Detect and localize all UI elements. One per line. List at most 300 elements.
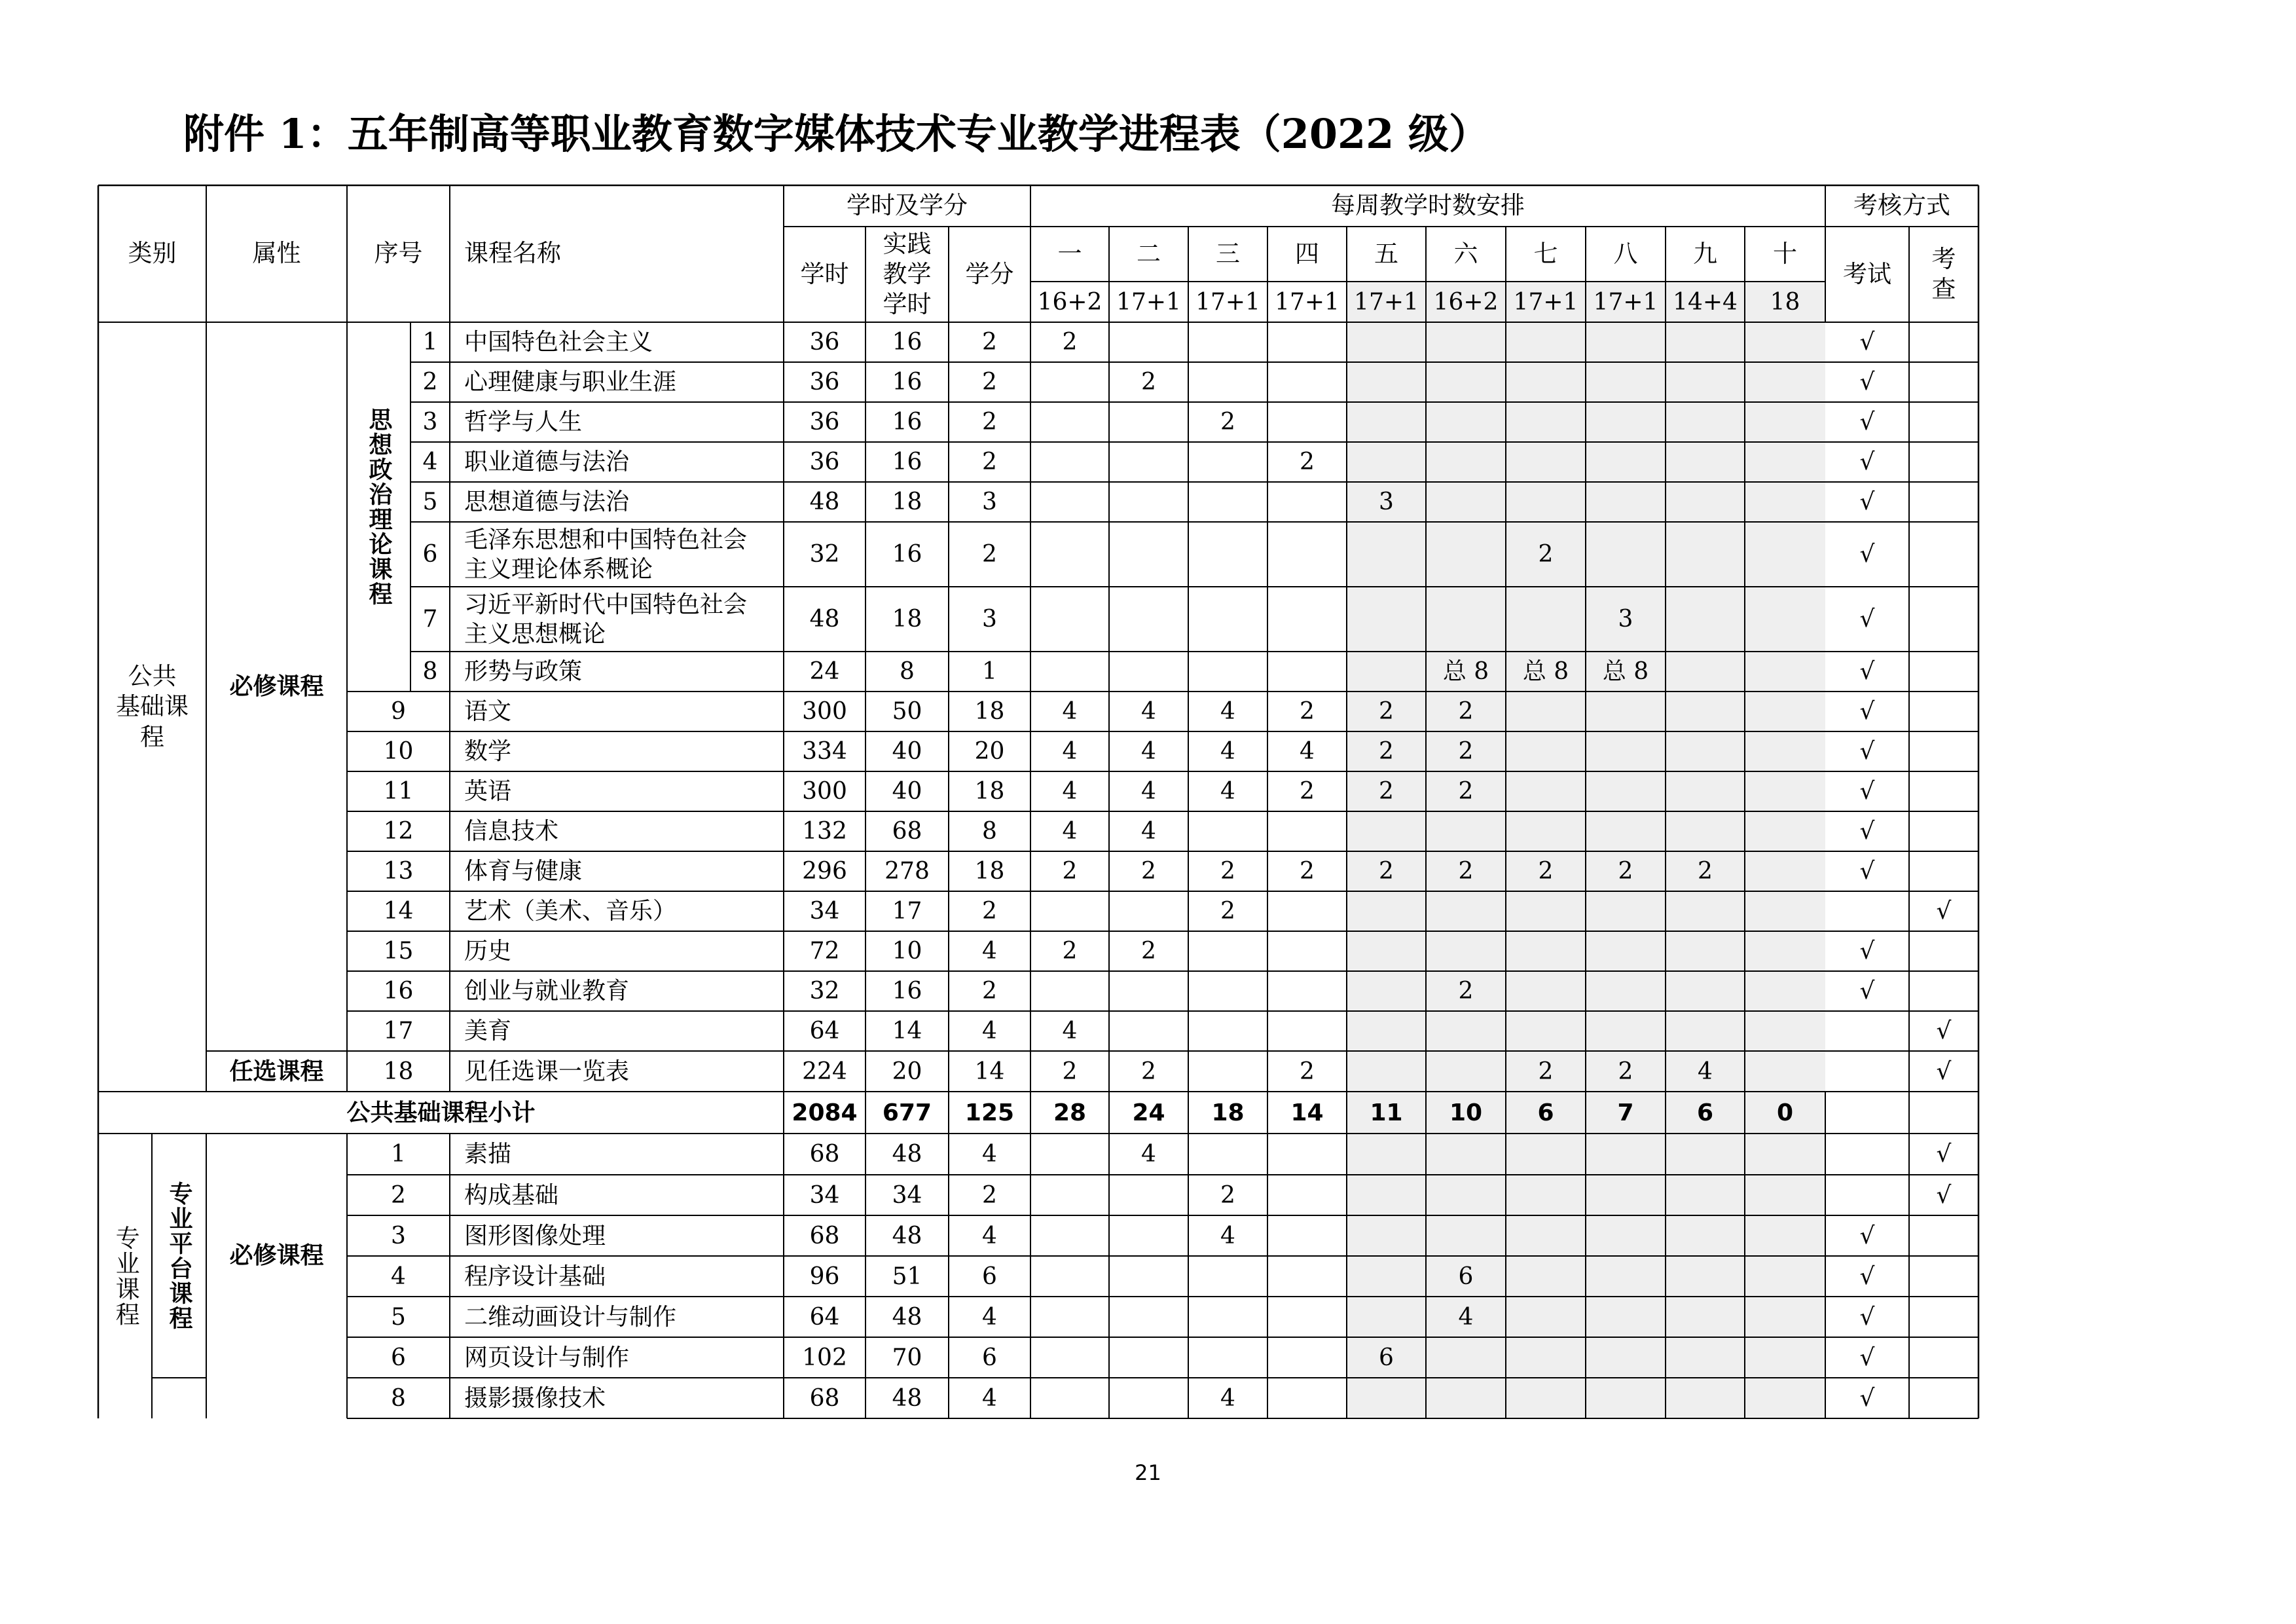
major-row-term-1 [1030,1297,1109,1337]
course-row-term-5 [1347,811,1426,851]
course-row-hours: 36 [809,409,840,435]
course-row-term-8 [1586,322,1666,362]
major-row-no: 5 [391,1303,406,1331]
group-major-required: 必修课程 [229,1242,324,1269]
course-row-practice: 16 [892,369,922,396]
course-row-term-3: 2 [1220,409,1235,435]
course-row-term-7 [1506,971,1586,1011]
course-row-term-3 [1188,587,1267,652]
course-row-hours: 48 [809,489,840,515]
course-row-term-5 [1347,1011,1426,1051]
major-row-credits: 4 [982,1384,997,1412]
course-row-check [1909,362,1978,402]
major-row-term-8 [1586,1378,1666,1418]
major-row-term-10 [1745,1134,1825,1175]
major-row-check [1909,1337,1978,1378]
major-row-no: 3 [391,1222,406,1249]
course-row-name: 习近平新时代中国特色社会 主义思想概论 [464,591,748,648]
course-row-term-2 [1109,971,1188,1011]
subtotal-term-9: 6 [1696,1099,1714,1126]
course-row-no: 7 [422,606,438,633]
subtotal-term-4: 14 [1290,1099,1324,1126]
major-row-term-8 [1586,1175,1666,1215]
major-row-exam: √ [1859,1303,1875,1331]
course-row-exam: √ [1859,738,1875,765]
course-row-check [1909,692,1978,731]
course-row-term-10 [1745,442,1825,482]
course-row-term-9 [1666,402,1745,442]
course-row-term-9 [1666,587,1745,652]
major-row-term-6 [1426,1337,1506,1378]
course-row-exam: √ [1859,858,1875,885]
course-row-term-3 [1188,1051,1267,1092]
course-row-practice: 40 [892,778,922,805]
course-row-credits: 3 [982,489,997,515]
course-row-term-10 [1745,851,1825,891]
course-row-check [1909,322,1978,362]
major-row-credits: 2 [982,1181,997,1209]
course-row-term-7 [1506,891,1586,931]
group-required: 必修课程 [229,673,324,700]
course-row-term-8 [1586,692,1666,731]
course-row-term-10 [1745,891,1825,931]
course-row-name: 语文 [464,698,512,725]
course-row-term-5 [1347,402,1426,442]
course-row-term-2: 2 [1141,938,1156,965]
course-row-term-5 [1347,891,1426,931]
major-row-term-9 [1666,1215,1745,1256]
major-row-term-3 [1188,1337,1267,1378]
course-row-name: 美育 [464,1018,512,1044]
course-row-term-6 [1426,931,1506,971]
major-row-no: 8 [391,1384,406,1412]
course-row-term-7 [1506,771,1586,811]
course-row-check [1909,587,1978,652]
group-public-basic: 公共 基础课 程 [116,662,189,751]
course-row-term-2 [1109,522,1188,587]
course-row-term-9 [1666,811,1745,851]
course-row-term-4 [1267,1011,1347,1051]
course-row-term-10 [1745,362,1825,402]
course-row-term-7 [1506,811,1586,851]
course-row-check [1909,971,1978,1011]
course-row-no: 6 [422,541,438,568]
course-row-term-5: 3 [1379,489,1394,515]
course-row-credits: 18 [974,778,1005,805]
major-row-term-5 [1347,1256,1426,1297]
course-row-term-5 [1347,442,1426,482]
course-row-hours: 36 [809,329,840,356]
major-row-term-3: 4 [1220,1384,1235,1412]
major-row-term-7 [1506,1134,1586,1175]
course-row-no: 18 [383,1058,414,1085]
course-row-exam: √ [1859,449,1875,475]
course-row-no: 17 [383,1018,414,1044]
course-row-hours: 300 [802,778,847,805]
major-row-no: 6 [391,1344,406,1371]
major-row-practice: 34 [892,1181,922,1209]
course-row-no: 5 [422,489,438,515]
course-row-name: 信息技术 [464,818,559,845]
course-row-term-7 [1506,931,1586,971]
course-row-term-2 [1109,322,1188,362]
major-row-check [1909,1378,1978,1418]
course-row-term-1: 4 [1062,818,1078,845]
course-row-exam: √ [1859,489,1875,515]
major-row-term-6 [1426,1134,1506,1175]
major-row-exam: √ [1859,1222,1875,1249]
major-row-term-4 [1267,1175,1347,1215]
major-row-term-7 [1506,1297,1586,1337]
course-row-term-10 [1745,1011,1825,1051]
course-row-term-6 [1426,587,1506,652]
course-row-practice: 16 [892,978,922,1005]
course-row-credits: 18 [974,858,1005,885]
course-row-name: 数学 [464,738,512,765]
major-row-term-2 [1109,1337,1188,1378]
course-row-exam: √ [1859,541,1875,568]
major-row-term-2: 4 [1141,1141,1156,1168]
major-row-credits: 4 [982,1141,997,1168]
course-row-term-2 [1109,482,1188,522]
course-row-check [1909,652,1978,692]
major-row-term-7 [1506,1337,1586,1378]
course-row-term-5 [1347,652,1426,692]
major-row-practice: 48 [892,1384,922,1412]
major-row-term-3 [1188,1134,1267,1175]
course-row-credits: 2 [982,449,997,475]
subtotal-term-5: 11 [1370,1099,1403,1126]
course-row-term-8 [1586,771,1666,811]
course-row-credits: 2 [982,541,997,568]
course-row-credits: 14 [974,1058,1005,1085]
course-row-practice: 17 [892,898,922,925]
course-row-term-2 [1109,891,1188,931]
course-row-term-4 [1267,652,1347,692]
course-row-hours: 224 [802,1058,847,1085]
major-row-hours: 96 [809,1263,840,1290]
course-row-no: 14 [383,898,414,925]
course-row-name: 思想道德与法治 [464,489,630,515]
course-row-term-8 [1586,971,1666,1011]
course-row-credits: 1 [982,658,997,685]
header-term-9: 九 [1693,239,1717,268]
course-row-term-9 [1666,931,1745,971]
course-row-no: 9 [391,698,406,725]
course-row-term-1 [1030,652,1109,692]
course-row-term-9 [1666,522,1745,587]
course-row-term-4: 4 [1300,738,1315,765]
major-row-term-5 [1347,1175,1426,1215]
course-row-term-7 [1506,1011,1586,1051]
course-row-check: √ [1936,1018,1952,1044]
course-row-practice: 18 [892,489,922,515]
course-row-practice: 40 [892,738,922,765]
course-row-name: 哲学与人生 [464,409,583,435]
major-row-no: 4 [391,1263,406,1290]
major-row-hours: 68 [809,1384,840,1412]
course-row-term-5 [1347,587,1426,652]
course-row-term-1 [1030,587,1109,652]
course-row-term-5: 2 [1379,738,1394,765]
course-row-term-3 [1188,811,1267,851]
header-assessment-group: 考核方式 [1853,191,1950,220]
major-row-practice: 48 [892,1303,922,1331]
course-row-hours: 36 [809,449,840,475]
course-row-term-1 [1030,362,1109,402]
course-row-term-1: 4 [1062,698,1078,725]
major-row-credits: 6 [982,1344,997,1371]
course-row-term-6: 2 [1458,698,1474,725]
document-title: 附件 1：五年制高等职业教育数字媒体技术专业教学进程表（2022 级） [183,110,1489,158]
course-row-hours: 334 [802,738,847,765]
header-term-weeks-6: 16+2 [1433,288,1499,316]
course-row-term-9 [1666,771,1745,811]
course-row-exam [1825,891,1909,931]
subtotal-term-3: 18 [1211,1099,1245,1126]
major-row-exam [1825,1175,1909,1215]
course-row-exam: √ [1859,369,1875,396]
course-row-term-4: 2 [1300,449,1315,475]
course-row-credits: 8 [982,818,997,845]
course-row-name: 形势与政策 [464,658,583,685]
course-row-term-10 [1745,1051,1825,1092]
major-row-term-5 [1347,1134,1426,1175]
course-row-term-10 [1745,402,1825,442]
course-row-term-6 [1426,522,1506,587]
course-row-term-3: 2 [1220,898,1235,925]
course-row-term-7: 总 8 [1522,658,1569,685]
course-row-term-9: 2 [1698,858,1713,885]
course-row-term-6 [1426,402,1506,442]
header-category: 类别 [128,239,177,268]
course-row-practice: 18 [892,606,922,633]
subtotal-term-8: 7 [1617,1099,1634,1126]
header-seq: 序号 [374,239,423,268]
course-row-check [1909,482,1978,522]
major-row-credits: 4 [982,1303,997,1331]
header-course-name: 课程名称 [464,239,561,268]
major-row-term-5 [1347,1378,1426,1418]
course-row-term-8: 3 [1618,606,1633,633]
major-row-practice: 70 [892,1344,922,1371]
major-row-check [1909,1297,1978,1337]
course-row-term-1: 2 [1062,858,1078,885]
course-row-check [1909,811,1978,851]
course-row-term-1: 4 [1062,738,1078,765]
header-term-3: 三 [1216,239,1240,268]
header-term-weeks-7: 17+1 [1513,288,1578,316]
course-row-term-9 [1666,731,1745,771]
course-row-term-6 [1426,1051,1506,1092]
major-row-name: 素描 [464,1141,512,1168]
header-term-1: 一 [1057,239,1082,268]
major-row-credits: 6 [982,1263,997,1290]
course-row-practice: 278 [884,858,930,885]
header-term-weeks-10: 18 [1770,288,1800,316]
major-row-term-8 [1586,1256,1666,1297]
course-row-no: 2 [422,369,438,396]
course-row-term-1: 4 [1062,778,1078,805]
major-row-term-1 [1030,1378,1109,1418]
course-row-term-9 [1666,891,1745,931]
major-row-term-5 [1347,1215,1426,1256]
major-row-term-10 [1745,1378,1825,1418]
course-row-name: 职业道德与法治 [464,449,630,475]
header-credits: 学分 [965,259,1014,288]
major-row-name: 网页设计与制作 [464,1344,630,1371]
header-term-8: 八 [1613,239,1638,268]
course-row-term-7: 2 [1538,1058,1554,1085]
major-row-name: 构成基础 [464,1181,559,1209]
course-row-term-6 [1426,811,1506,851]
course-row-hours: 34 [809,898,840,925]
major-row-term-7 [1506,1175,1586,1215]
course-row-term-6 [1426,442,1506,482]
header-hours: 学时 [800,259,849,288]
course-row-exam: √ [1859,698,1875,725]
course-row-check [1909,851,1978,891]
major-row-hours: 68 [809,1222,840,1249]
course-row-no: 11 [383,778,414,805]
course-row-term-3 [1188,482,1267,522]
major-row-term-5: 6 [1379,1344,1394,1371]
course-row-name: 艺术（美术、音乐） [464,898,677,925]
course-row-term-10 [1745,322,1825,362]
major-row-exam: √ [1859,1344,1875,1371]
group-elective: 任选课程 [229,1058,324,1085]
course-row-no: 3 [422,409,438,435]
course-row-term-7: 2 [1538,541,1554,568]
course-row-term-2: 2 [1141,858,1156,885]
course-row-term-2: 4 [1141,778,1156,805]
course-row-check: √ [1936,1058,1952,1085]
course-row-term-10 [1745,652,1825,692]
course-row-term-1 [1030,482,1109,522]
major-row-term-1 [1030,1215,1109,1256]
course-row-hours: 300 [802,698,847,725]
header-term-weeks-4: 17+1 [1275,288,1339,316]
course-row-term-9 [1666,442,1745,482]
major-row-term-6: 4 [1458,1303,1474,1331]
course-row-term-1 [1030,402,1109,442]
course-row-term-3: 4 [1220,698,1235,725]
course-row-term-4 [1267,322,1347,362]
course-row-term-4: 2 [1300,1058,1315,1085]
major-row-term-9 [1666,1256,1745,1297]
major-row-credits: 4 [982,1222,997,1249]
course-row-term-8: 2 [1618,858,1633,885]
course-row-term-8: 总 8 [1602,658,1649,685]
course-row-term-5 [1347,931,1426,971]
course-row-no: 16 [383,978,414,1005]
course-row-no: 4 [422,449,438,475]
course-row-check [1909,731,1978,771]
header-term-10: 十 [1773,239,1797,268]
course-row-term-8 [1586,731,1666,771]
course-row-term-10 [1745,931,1825,971]
course-row-term-4 [1267,587,1347,652]
course-row-term-9 [1666,652,1745,692]
course-row-term-10 [1745,811,1825,851]
course-row-exam: √ [1859,409,1875,435]
course-row-term-6: 2 [1458,738,1474,765]
course-row-term-8 [1586,1011,1666,1051]
course-row-term-8: 2 [1618,1058,1633,1085]
course-row-term-5 [1347,362,1426,402]
major-row-term-3 [1188,1297,1267,1337]
course-row-hours: 24 [809,658,840,685]
course-row-hours: 32 [809,541,840,568]
course-row-term-5 [1347,522,1426,587]
course-row-exam [1825,1011,1909,1051]
course-row-term-8 [1586,362,1666,402]
course-row-term-10 [1745,587,1825,652]
course-row-exam: √ [1859,329,1875,356]
course-row-term-2: 4 [1141,818,1156,845]
course-row-term-5: 2 [1379,778,1394,805]
major-row-term-7 [1506,1215,1586,1256]
course-row-term-1: 2 [1062,1058,1078,1085]
header-term-weeks-8: 17+1 [1593,288,1658,316]
course-row-term-7 [1506,362,1586,402]
course-row-term-9 [1666,482,1745,522]
major-row-practice: 48 [892,1141,922,1168]
major-row-term-4 [1267,1378,1347,1418]
major-row-name: 摄影摄像技术 [464,1384,606,1412]
course-row-exam: √ [1859,978,1875,1005]
course-row-hours: 64 [809,1018,840,1044]
course-row-exam: √ [1859,658,1875,685]
course-row-term-3: 2 [1220,858,1235,885]
course-row-practice: 20 [892,1058,922,1085]
course-row-term-9 [1666,1011,1745,1051]
course-row-term-10 [1745,971,1825,1011]
subtotal-hours: 2084 [792,1099,858,1126]
course-row-term-6 [1426,362,1506,402]
major-row-term-3: 2 [1220,1181,1235,1209]
course-row-term-4 [1267,971,1347,1011]
major-row-term-2 [1109,1256,1188,1297]
header-term-weeks-5: 17+1 [1354,288,1419,316]
course-row-credits: 4 [982,938,997,965]
header-attribute: 属性 [252,239,301,268]
course-row-term-1: 2 [1062,938,1078,965]
page-number: 21 [1135,1460,1161,1485]
subtotal-label: 公共基础课程小计 [346,1099,536,1126]
course-row-term-2 [1109,1011,1188,1051]
course-row-check [1909,931,1978,971]
major-row-term-2 [1109,1378,1188,1418]
course-row-term-3 [1188,362,1267,402]
course-row-term-2 [1109,402,1188,442]
course-row-term-6: 2 [1458,978,1474,1005]
major-row-term-8 [1586,1215,1666,1256]
course-row-practice: 14 [892,1018,922,1044]
course-row-practice: 8 [900,658,915,685]
course-row-term-1 [1030,442,1109,482]
major-row-term-9 [1666,1175,1745,1215]
course-row-name: 体育与健康 [464,858,583,885]
course-row-term-8 [1586,482,1666,522]
course-row-term-8 [1586,931,1666,971]
major-row-term-8 [1586,1337,1666,1378]
major-row-hours: 34 [809,1181,840,1209]
header-term-weeks-1: 16+2 [1037,288,1102,316]
major-row-term-10 [1745,1175,1825,1215]
major-row-check [1909,1256,1978,1297]
group-major-platform: 专业平台课程 [166,1181,192,1331]
